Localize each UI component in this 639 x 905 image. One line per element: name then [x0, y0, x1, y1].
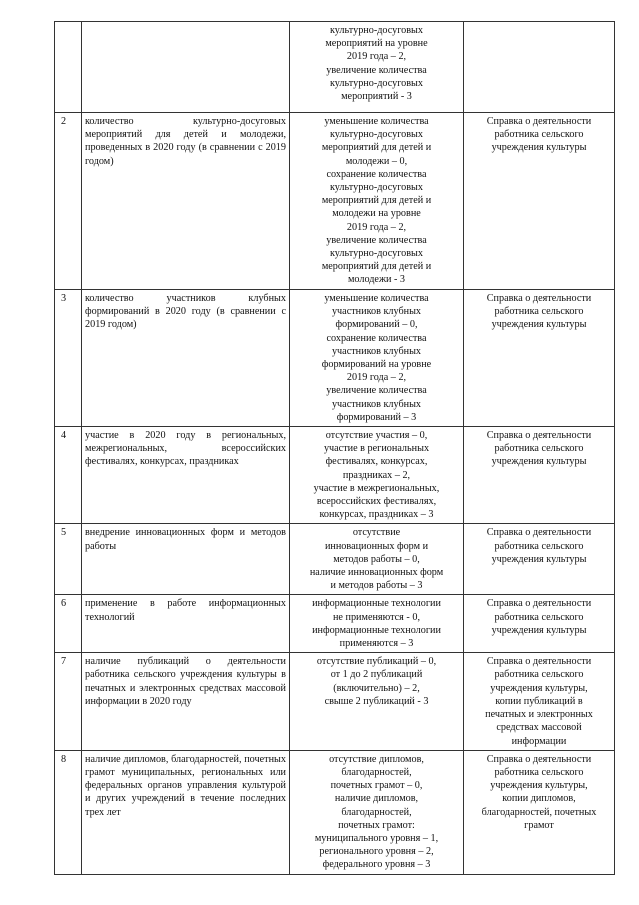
criteria-table [54, 21, 615, 875]
row-number: 3 [55, 290, 82, 427]
scoring-cell: отсутствие инновационных форм и методов работы – 0, наличие инновационных форм и методов работы – 3 [290, 524, 464, 595]
scoring-cell: культурно-досуговых мероприятий на уровне 2019 года – 2, увеличение количества культурно-досуговых мероприятий - 3 [290, 22, 464, 113]
table-row [55, 653, 615, 750]
row-number [55, 22, 82, 113]
row-number: 8 [55, 750, 82, 874]
row-number: 5 [55, 524, 82, 595]
scoring-cell: отсутствие публикаций – 0, от 1 до 2 публикаций (включительно) – 2, свыше 2 публикаций - 3 [290, 653, 464, 750]
criterion-cell: наличие дипломов, благодарностей, почетных грамот муниципальных, региональных или федеральных органов управления культурой и других учреждений в течение последних трех лет [82, 750, 290, 874]
source-cell: Справка о деятельности работника сельского учреждения культуры [464, 595, 615, 653]
row-number: 7 [55, 653, 82, 750]
criterion-cell: количество участников клубных формирований в 2020 году (в сравнении с 2019 годом) [82, 290, 290, 427]
row-number: 4 [55, 427, 82, 524]
row-number: 6 [55, 595, 82, 653]
source-cell: Справка о деятельности работника сельского учреждения культуры [464, 290, 615, 427]
table-row [55, 22, 615, 113]
scoring-cell: отсутствие участия – 0, участие в региональных фестивалях, конкурсах, праздниках – 2, участие в межрегиональных, всероссийских фестивалях, конкурсах, праздниках – 3 [290, 427, 464, 524]
criterion-cell: внедрение инновационных форм и методов работы [82, 524, 290, 595]
table-row [55, 427, 615, 524]
source-cell: Справка о деятельности работника сельского учреждения культуры, копии публикаций в печатных и электронных средствах массовой информации [464, 653, 615, 750]
scoring-cell: уменьшение количества участников клубных формирований – 0, сохранение количества участников клубных формирований на уровне 2019 года – 2, увеличение количества участников клубных формирований – 3 [290, 290, 464, 427]
table-row [55, 524, 615, 595]
table-row [55, 290, 615, 427]
source-cell: Справка о деятельности работника сельского учреждения культуры [464, 427, 615, 524]
criterion-cell: применение в работе информационных технологий [82, 595, 290, 653]
source-cell: Справка о деятельности работника сельского учреждения культуры [464, 113, 615, 290]
scoring-cell: уменьшение количества культурно-досуговых мероприятий для детей и молодежи – 0, сохранение количества культурно-досуговых мероприятий для детей и молодежи на уровне 2019 года – 2, увеличение количества культурно-досуговых мероприятий для детей и молодежи - 3 [290, 113, 464, 290]
source-cell: Справка о деятельности работника сельского учреждения культуры [464, 524, 615, 595]
table-row [55, 113, 615, 290]
scoring-cell: информационные технологии не применяются - 0, информационные технологии применяются – 3 [290, 595, 464, 653]
criterion-cell [82, 22, 290, 113]
scoring-cell: отсутствие дипломов, благодарностей, почетных грамот – 0, наличие дипломов, благодарностей, почетных грамот: муниципального уровня – 1, регионального уровня – 2, федерального уровня – 3 [290, 750, 464, 874]
criterion-cell: участие в 2020 году в региональных, межрегиональных, всероссийских фестивалях, конкурсах, праздниках [82, 427, 290, 524]
source-cell [464, 22, 615, 113]
table-row [55, 750, 615, 874]
criterion-cell: количество культурно-досуговых мероприятий для детей и молодежи, проведенных в 2020 году (в сравнении с 2019 годом) [82, 113, 290, 290]
row-number: 2 [55, 113, 82, 290]
criterion-cell: наличие публикаций о деятельности работника сельского учреждения культуры в печатных и электронных средствах массовой информации в 2020 году [82, 653, 290, 750]
table-row [55, 595, 615, 653]
source-cell: Справка о деятельности работника сельского учреждения культуры, копии дипломов, благодарностей, почетных грамот [464, 750, 615, 874]
